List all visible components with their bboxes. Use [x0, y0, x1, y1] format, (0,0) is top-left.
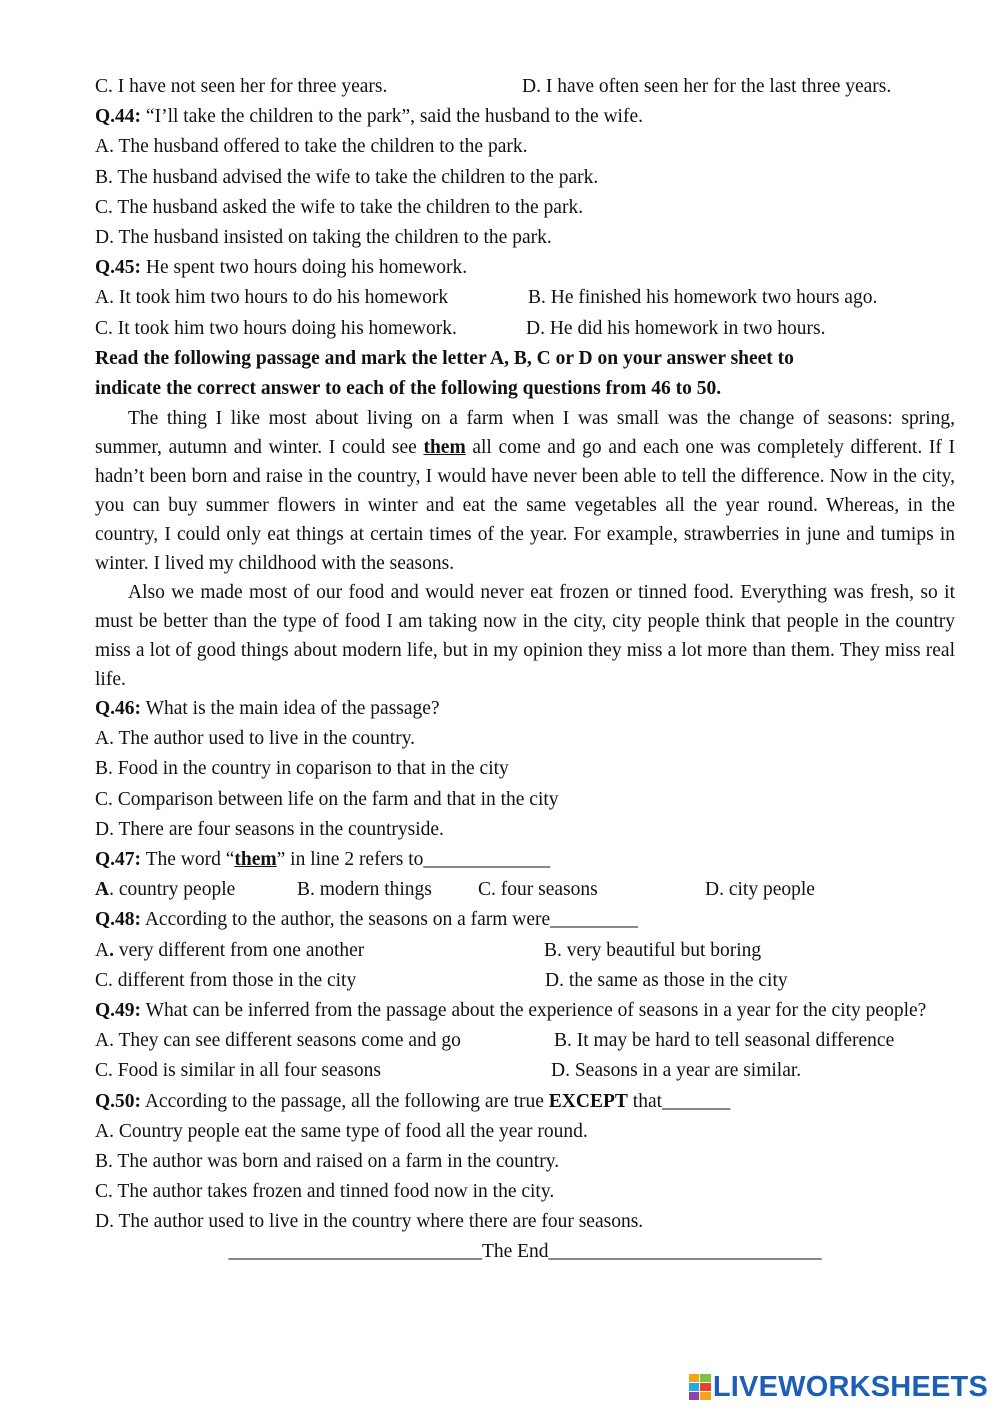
q45-option-c[interactable]: C. It took him two hours doing his homework.	[95, 317, 457, 339]
q49-question	[95, 996, 955, 1026]
q47-stem-word: them	[234, 849, 277, 870]
q50-question	[95, 1087, 955, 1117]
q45-stem: He spent two hours doing his homework.	[141, 257, 468, 279]
q44-option-a[interactable]: A. The husband offered to take the children to the park.	[95, 136, 528, 158]
q46-number: Q.46:	[95, 698, 142, 720]
q46-option-c[interactable]: C. Comparison between life on the farm and that in the city	[95, 788, 559, 810]
logo-text: LIVEWORKSHEETS	[712, 1370, 988, 1403]
q48-stem: According to the author, the seasons on a farm were_________	[141, 909, 638, 931]
q47-option-b[interactable]: B. modern things	[297, 879, 432, 901]
q44-number: Q.44:	[95, 106, 142, 128]
q49-option-a-letter: A	[95, 1030, 110, 1052]
passage-p1-text-after: all come and go and each one was completely different. If I hadn’t been born and raise in the country, I would have never been able to tell the difference. Now in the city, you can buy summer flowers in winter and eat the same vegetables all the year round. Whereas, in the country, I could only eat things at certain times of the year. For example, strawberries in june and tumips in winter. I lived my childhood with the seasons.	[95, 437, 955, 575]
q47-option-d[interactable]: D. city people	[705, 879, 815, 901]
q48-option-c[interactable]	[95, 970, 356, 991]
q47-option-a-text: . country people	[109, 879, 236, 901]
q48-option-a[interactable]: A. very different from one another	[95, 939, 365, 961]
q50-option-b[interactable]: B. The author was born and raised on a farm in the country.	[95, 1150, 560, 1172]
q47-question	[95, 845, 955, 875]
q48-number: Q.48:	[95, 909, 142, 931]
q50-option-d[interactable]: D. The author used to live in the country where there are four seasons.	[95, 1211, 644, 1233]
q48-option-c-letter: C	[95, 969, 109, 991]
worksheet-page	[95, 72, 955, 1268]
q46-option-d[interactable]: D. There are four seasons in the countryside.	[95, 818, 444, 840]
q48-option-c-text: . different from those in the city	[108, 969, 357, 991]
q43-option-d[interactable]: D. I have often seen her for the last three years.	[522, 76, 892, 97]
q45-option-b[interactable]: B. He finished his homework two hours ago.	[528, 287, 878, 309]
q48-option-d[interactable]: D. the same as those in the city	[545, 969, 788, 991]
passage-paragraph-2: Also we made most of our food and would never eat frozen or tinned food. Everything was fresh, so it must be better than the type of food I am taking now in the city, city people think that people in the country miss a lot of good things about modern life, but in my opinion they miss a lot more than them. They miss real life.	[95, 582, 955, 691]
q48-option-b[interactable]: B. very beautiful but boring	[544, 939, 762, 961]
q48-option-a-letter: A	[95, 939, 110, 961]
logo-grid-icon	[689, 1374, 711, 1400]
q44-option-c[interactable]: C. The husband asked the wife to take the children to the park.	[95, 196, 584, 218]
q49-number: Q.49:	[95, 999, 142, 1021]
q45-question	[95, 253, 955, 283]
q45-option-d[interactable]: D. He did his homework in two hours.	[526, 317, 826, 339]
q48-option-a-text: very different from one another	[113, 939, 365, 961]
q47-number: Q.47:	[95, 849, 142, 870]
q48-question	[95, 905, 955, 935]
q49-option-a[interactable]	[95, 1030, 461, 1051]
passage-p1-text-before: The thing I like most about living on a farm when I was small was the change of seasons: spring, summer, autumn and winter. I could see	[95, 408, 955, 459]
q44-stem: “I’ll take the children to the park”, said the husband to the wife.	[141, 106, 644, 128]
q48-options-cd	[95, 966, 955, 996]
q44-question	[95, 102, 955, 132]
q47-stem-after: ” in line 2 refers to_____________	[276, 849, 551, 870]
q44-option-b[interactable]: B. The husband advised the wife to take the children to the park.	[95, 166, 599, 188]
q49-option-c[interactable]: C. Food is similar in all four seasons	[95, 1060, 381, 1082]
q46-option-a[interactable]: A. The author used to live in the country.	[95, 728, 416, 750]
q47-stem-before: The word “	[141, 849, 235, 870]
passage-underlined-word: them	[423, 437, 466, 459]
q46-stem: What is the main idea of the passage?	[141, 698, 440, 720]
q43-option-c[interactable]: C. I have not seen her for three years.	[95, 76, 388, 97]
q47-option-a[interactable]	[95, 879, 235, 900]
passage-paragraph-1	[95, 404, 955, 578]
q45-number: Q.45:	[95, 257, 142, 279]
q45-options-cd	[95, 314, 955, 344]
q49-options-cd	[95, 1056, 955, 1086]
q48-options-ab	[95, 936, 955, 966]
q46-option-b[interactable]: B. Food in the country in coparison to that in the city	[95, 758, 509, 780]
q46-question	[95, 694, 955, 724]
q43-options-cd	[95, 72, 955, 102]
q44-option-d[interactable]: D. The husband insisted on taking the children to the park.	[95, 226, 552, 248]
q45-option-a[interactable]: A. It took him two hours to do his homework	[95, 287, 449, 309]
q47-option-a-letter: A	[95, 879, 110, 901]
q50-number: Q.50:	[95, 1090, 142, 1112]
q49-option-b[interactable]: B. It may be hard to tell seasonal difference	[554, 1030, 895, 1052]
instruction-line-2: indicate the correct answer to each of the following questions from 46 to 50.	[95, 377, 722, 399]
q50-option-a[interactable]: A. Country people eat the same type of food all the year round.	[95, 1120, 588, 1142]
q47-option-c[interactable]: C. four seasons	[478, 879, 598, 901]
q49-option-d[interactable]: D. Seasons in a year are similar.	[551, 1060, 802, 1082]
q50-stem-before: According to the passage, all the following are true	[141, 1090, 549, 1112]
q50-option-c[interactable]: C. The author takes frozen and tinned food now in the city.	[95, 1181, 555, 1203]
q49-options-ab	[95, 1026, 955, 1056]
end-line: __________________________The End____________________________	[228, 1241, 822, 1263]
q50-stem-after: that_______	[627, 1090, 731, 1112]
q50-stem-except: EXCEPT	[548, 1090, 628, 1112]
q45-options-ab	[95, 283, 955, 313]
q49-option-a-text: . They can see different seasons come and go	[109, 1030, 461, 1052]
liveworksheets-logo	[689, 1372, 988, 1402]
q49-stem: What can be inferred from the passage about the experience of seasons in a year for the city people?	[141, 999, 927, 1021]
instruction-line-1: Read the following passage and mark the letter A, B, C or D on your answer sheet to	[95, 347, 794, 369]
q47-options	[95, 875, 955, 905]
